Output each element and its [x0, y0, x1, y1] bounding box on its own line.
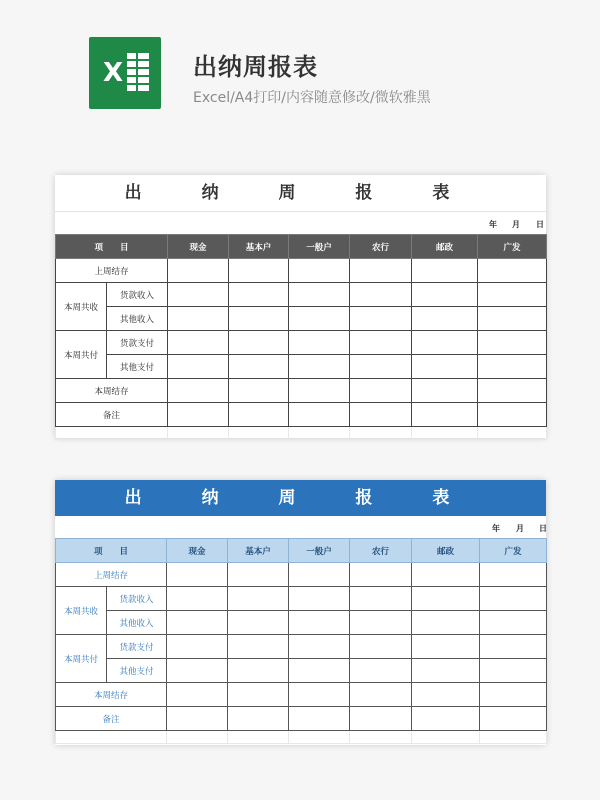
row-label-remarks: 备注 [56, 707, 167, 731]
cash-report-table [55, 538, 547, 744]
row-group-income: 本周共收 [56, 587, 107, 635]
row-label-loan-payment: 货款支付 [107, 635, 167, 659]
column-header-general-account: 一般户 [289, 539, 350, 563]
sheet-preview-blue [55, 480, 546, 745]
sheet-title: 出 纳 周 报 表 [55, 480, 546, 516]
column-header-basic-account: 基本户 [228, 539, 289, 563]
month-label: 月 [516, 524, 524, 533]
table-row [56, 563, 547, 587]
column-header-cgb: 广发 [478, 235, 547, 259]
sheet-title: 出 纳 周 报 表 [55, 175, 546, 212]
row-label-last-week: 上周结存 [56, 563, 167, 587]
excel-icon-letter: X [103, 58, 124, 88]
table-row-blank [56, 731, 547, 744]
column-header-basic-account: 基本户 [229, 235, 289, 259]
table-row [56, 331, 547, 355]
table-row [56, 379, 547, 403]
row-label-other-payment: 其他支付 [107, 355, 168, 379]
row-label-other-income: 其他收入 [107, 611, 167, 635]
day-label: 日 [536, 220, 544, 229]
table-header-row [56, 539, 547, 563]
column-header-item: 项 目 [56, 539, 167, 563]
table-row [56, 587, 547, 611]
row-group-payment: 本周共付 [56, 635, 107, 683]
row-group-income: 本周共收 [56, 283, 107, 331]
table-row [56, 283, 547, 307]
column-header-abc-bank: 农行 [350, 235, 412, 259]
row-label-remarks: 备注 [56, 403, 168, 427]
table-row [56, 611, 547, 635]
month-label: 月 [512, 220, 520, 229]
row-label-loan-income: 货款收入 [107, 587, 167, 611]
table-row [56, 635, 547, 659]
table-row [56, 683, 547, 707]
row-label-other-payment: 其他支付 [107, 659, 167, 683]
table-row [56, 307, 547, 331]
column-header-postal: 邮政 [412, 235, 478, 259]
table-row [56, 403, 547, 427]
column-header-general-account: 一般户 [289, 235, 350, 259]
row-label-last-week: 上周结存 [56, 259, 168, 283]
table-row [56, 659, 547, 683]
sheet-preview-gray [55, 175, 546, 438]
document-title: 出纳周报表 [193, 53, 318, 81]
table-header-row [56, 235, 547, 259]
date-row [55, 516, 546, 538]
year-label: 年 [492, 524, 500, 533]
page-header [0, 0, 600, 150]
row-group-payment: 本周共付 [56, 331, 107, 379]
column-header-cash: 现金 [167, 539, 228, 563]
row-label-loan-payment: 货款支付 [107, 331, 168, 355]
day-label: 日 [539, 524, 547, 533]
row-label-this-week: 本周结存 [56, 379, 168, 403]
document-subtitle: Excel/A4打印/内容随意修改/微软雅黑 [193, 90, 431, 106]
column-header-cgb: 广发 [480, 539, 547, 563]
table-row [56, 707, 547, 731]
excel-icon [89, 37, 161, 109]
table-row [56, 259, 547, 283]
row-label-loan-income: 货款收入 [107, 283, 168, 307]
column-header-postal: 邮政 [412, 539, 480, 563]
column-header-abc-bank: 农行 [350, 539, 412, 563]
cash-report-table [55, 234, 547, 440]
row-label-this-week: 本周结存 [56, 683, 167, 707]
column-header-item: 项 目 [56, 235, 168, 259]
table-row [56, 355, 547, 379]
year-label: 年 [489, 220, 497, 229]
column-header-cash: 现金 [168, 235, 229, 259]
row-label-other-income: 其他收入 [107, 307, 168, 331]
date-row [55, 212, 546, 234]
excel-grid-icon [127, 53, 149, 93]
table-row-blank [56, 427, 547, 440]
